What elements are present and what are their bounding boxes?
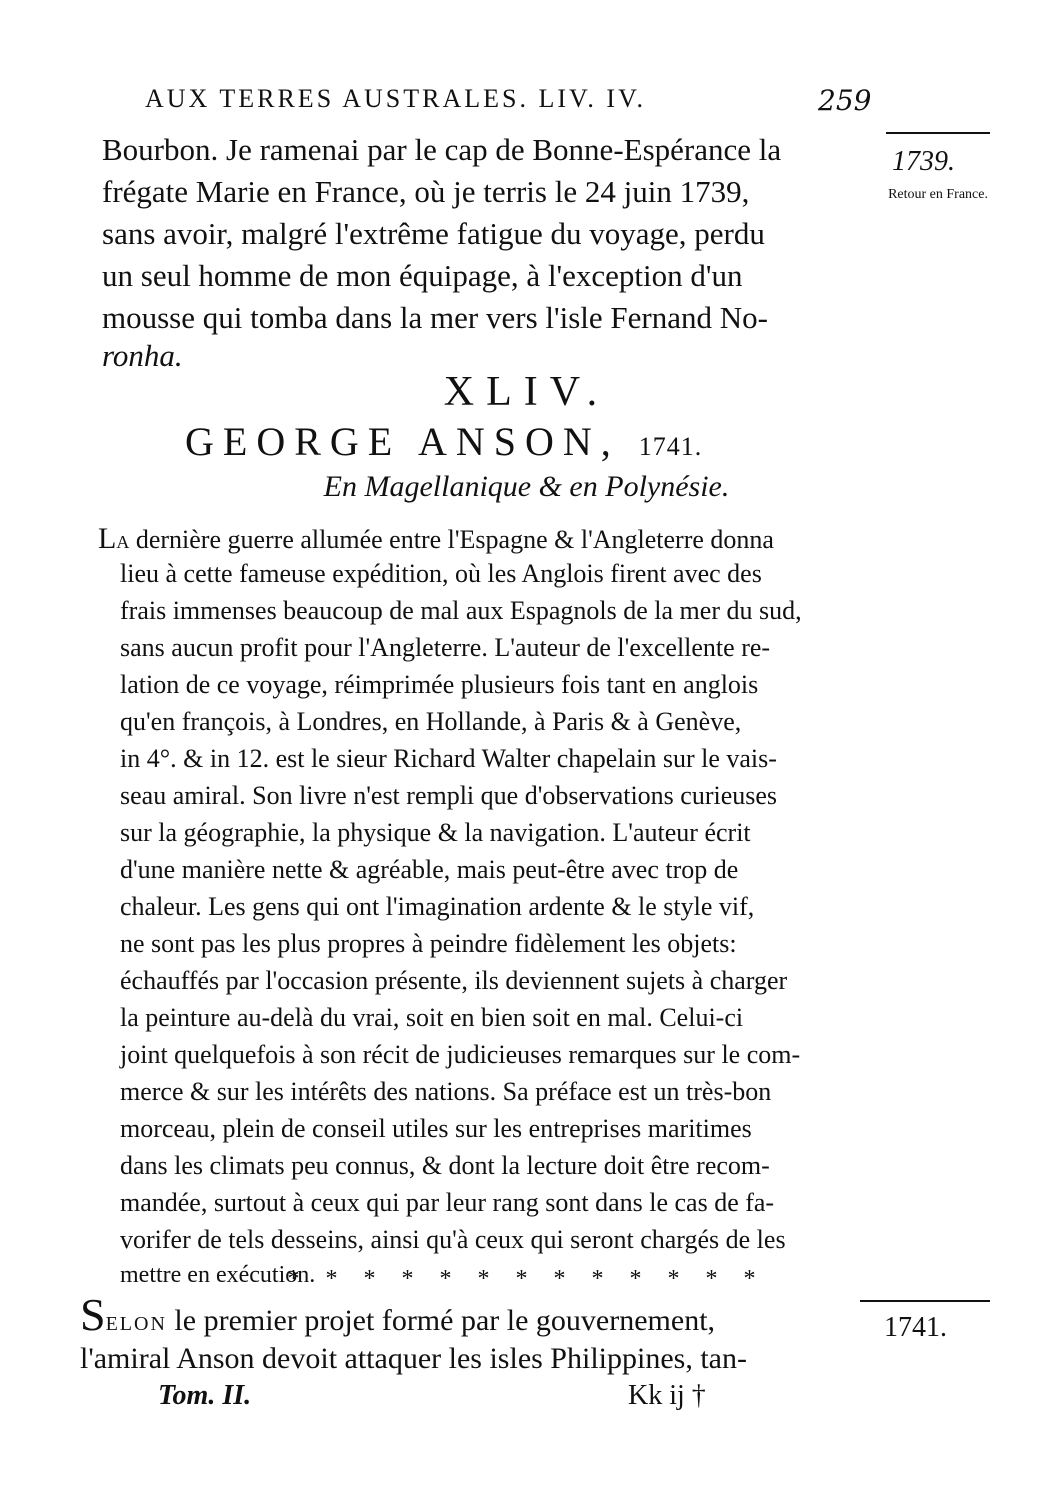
margin-rule-top [886,132,990,134]
section-year: 1741. [638,432,703,461]
text-line: mandée, surtout à ceux qui par leur rang sont dans le cas de fa- [120,1188,775,1217]
text-line: d'une manière nette & agréable, mais peut-être avec trop de [120,855,739,884]
text-line: qu'en françois, à Londres, en Hollande, à Paris & à Genève, [120,707,742,736]
drop-cap: L [98,522,117,555]
text-line: Bourbon. Je ramenai par le cap de Bonne-Espérance la [102,132,782,167]
text-line: le premier projet formé par le gouvernement, [174,1304,716,1337]
text-line: frais immenses beaucoup de mal aux Espagnols de la mer du sud, [120,596,802,625]
text-line: mettre en exécution. [120,1262,316,1288]
text-line: joint quelquefois à son récit de judicieuses remarques sur le com- [120,1040,801,1069]
section-subtitle: En Magellanique & en Polynésie. [323,470,730,503]
asterisk-separator: * * * * * * * * * * * * * [287,1266,766,1292]
running-header: AUX TERRES AUSTRALES. LIV. IV. [145,84,646,113]
text-line: dans les climats peu connus, & dont la lecture doit être recom- [120,1151,770,1180]
margin-year-1739: 1739. [892,146,955,177]
text-line: vorifer de tels desseins, ainsi qu'à ceux qui seront chargés de les [120,1225,786,1254]
text-line: morceau, plein de conseil utiles sur les entreprises maritimes [120,1114,752,1143]
text-line: merce & sur les intérêts des nations. Sa préface est un très-bon [120,1077,772,1106]
section-number: XLIV. [443,369,610,415]
paragraph-first-line [98,522,774,556]
page-number: 259 [818,84,872,117]
text-line: mousse qui tomba dans la mer vers l'isle Fernand No- [102,300,768,335]
paragraph-first-line [80,1289,716,1340]
small-caps-word: A [116,532,130,552]
volume-mark: Tom. II. [158,1380,252,1411]
text-line: ronha. [102,338,183,373]
text-line: chaleur. Les gens qui ont l'imagination ardente & le style vif, [120,892,755,921]
text-line: sur la géographie, la physique & la navigation. L'auteur écrit [120,818,751,847]
text-line: seau amiral. Son livre n'est rempli que d'observations curieuses [120,781,778,810]
text-line: lation de ce voyage, réimprimée plusieurs fois tant en anglois [120,670,759,699]
text-line: un seul homme de mon équipage, à l'exception d'un [102,258,743,293]
drop-cap: S [80,1289,106,1340]
text-line: ne sont pas les plus propres à peindre fidèlement les objets: [120,929,737,958]
section-name: GEORGE ANSON, [185,419,620,464]
text-line: frégate Marie en France, où je terris le 24 juin 1739, [102,174,750,209]
small-caps-word: ELON [105,1313,167,1335]
text-line: la peinture au-delà du vrai, soit en bien soit en mal. Celui-ci [120,1003,744,1032]
text-line: sans avoir, malgré l'extrême fatigue du voyage, perdu [102,216,765,251]
text-line: sans aucun profit pour l'Angleterre. L'auteur de l'excellente re- [120,633,771,662]
text-line: l'amiral Anson devoit attaquer les isles Philippines, tan- [80,1342,747,1375]
signature-mark: Kk ij † [628,1380,706,1411]
text-line: dernière guerre allumée entre l'Espagne & l'Angleterre donna [135,525,774,554]
section-title [185,418,702,465]
margin-note-retour: Retour en France. [888,187,988,202]
margin-rule-bottom [860,1300,990,1302]
text-line: in 4°. & in 12. est le sieur Richard Walter chapelain sur le vais- [120,744,777,773]
text-line: lieu à cette fameuse expédition, où les Anglois firent avec des [120,559,762,588]
margin-year-1741: 1741. [884,1312,947,1343]
text-line: échauffés par l'occasion présente, ils deviennent sujets à charger [120,966,788,995]
